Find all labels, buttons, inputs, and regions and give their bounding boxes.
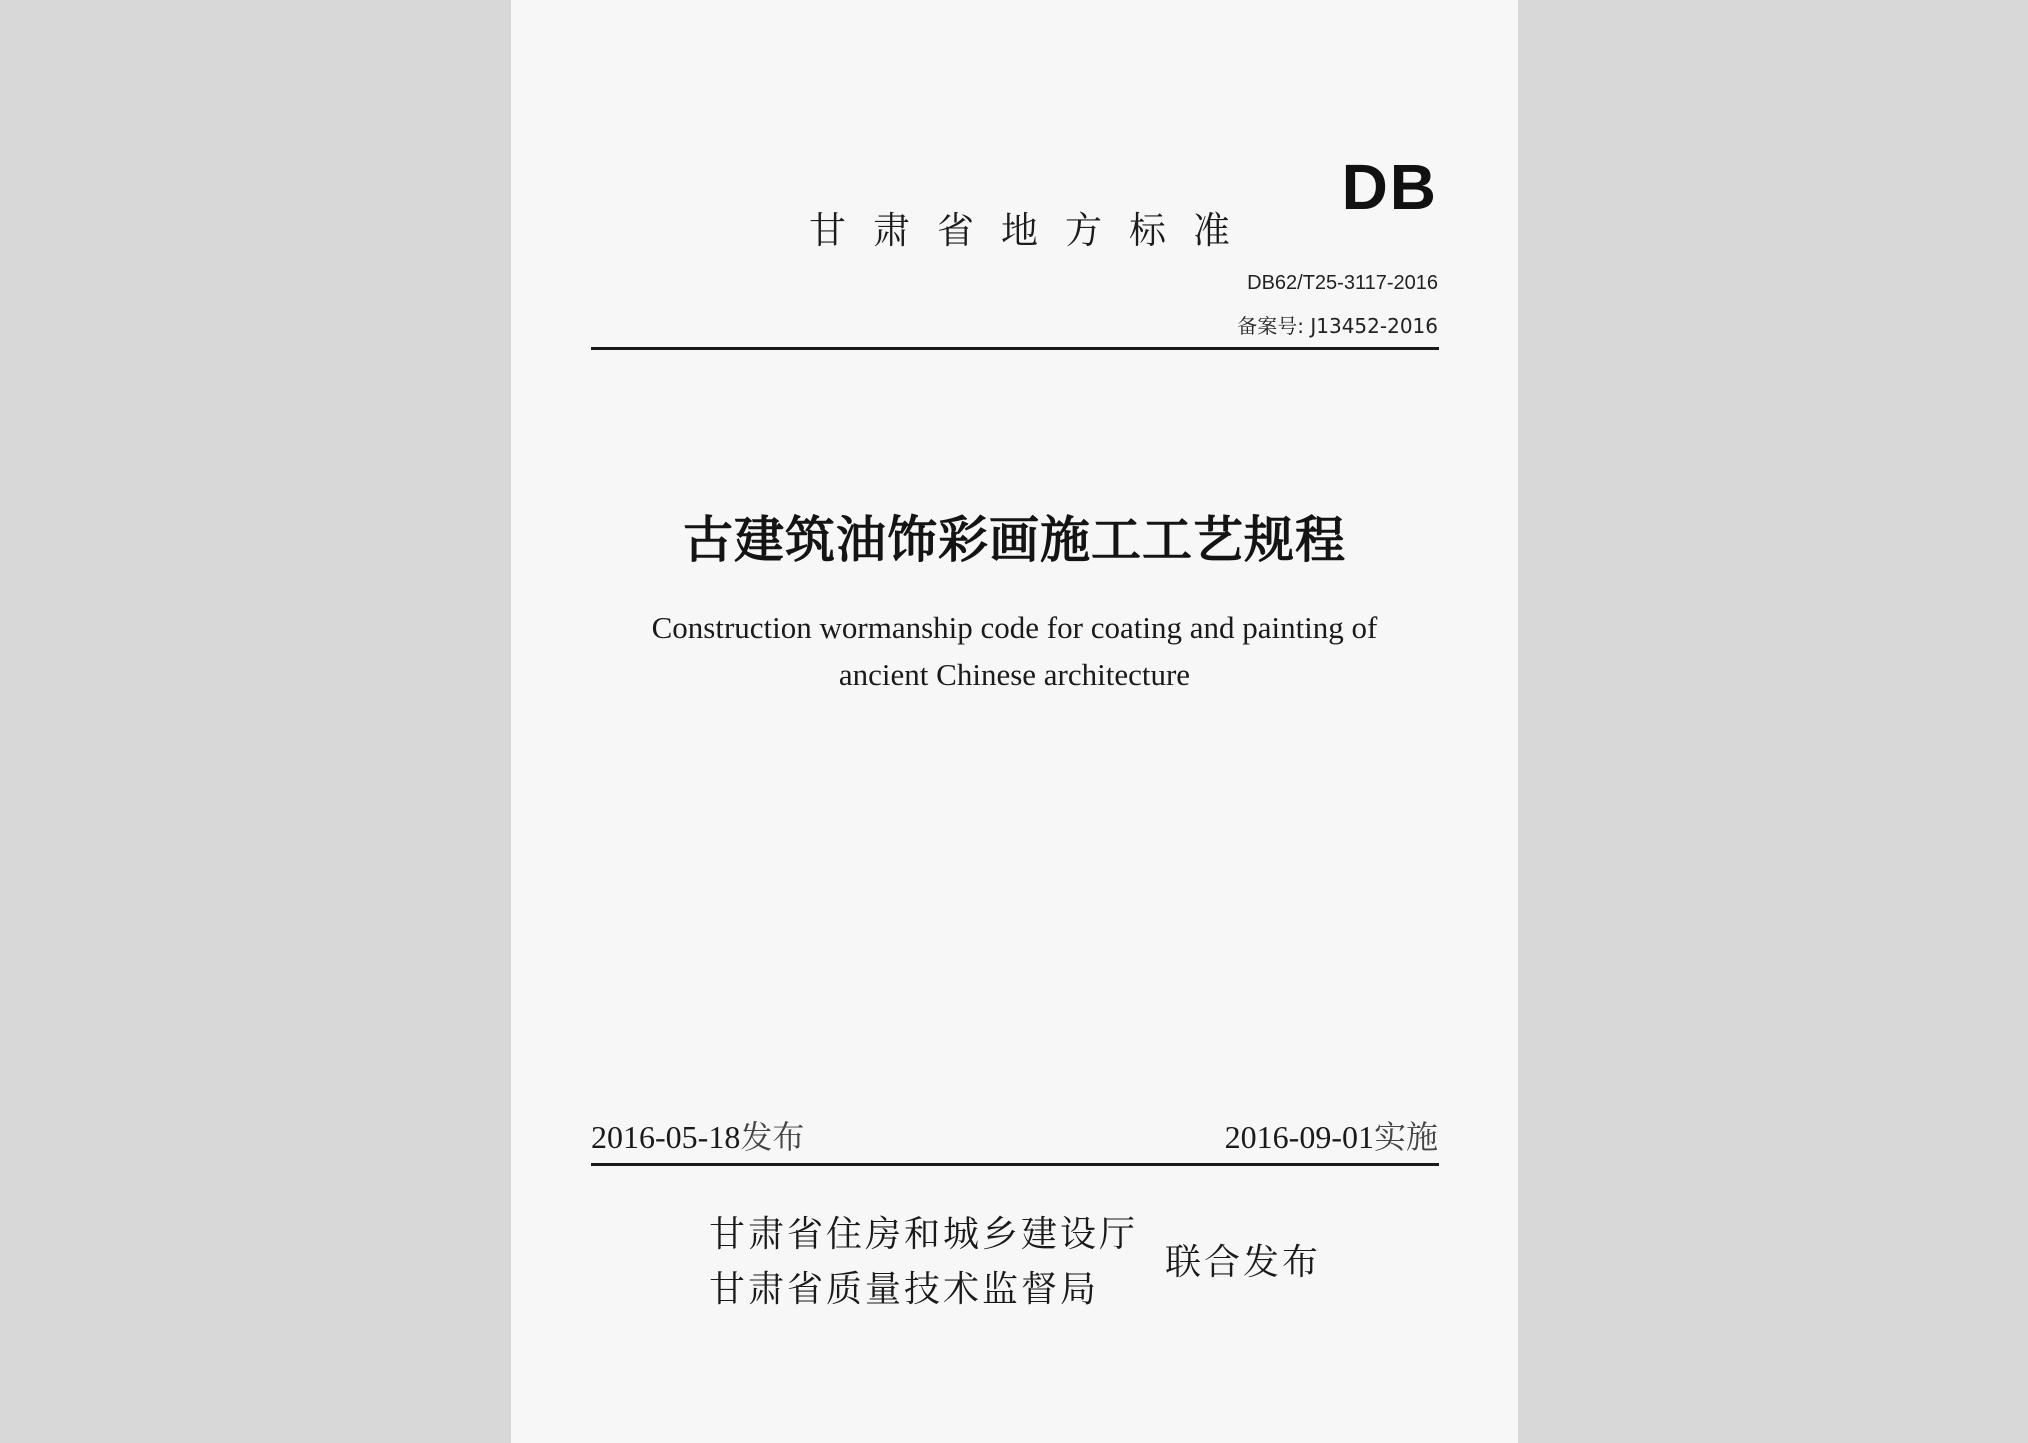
bottom-divider [591,1163,1439,1166]
standard-type: 甘肃省地方标准 [809,209,1257,252]
issue-date-label: 发布 [740,1118,805,1156]
issuer-housing-dept: 甘肃省住房和城乡建设厅 [709,1214,1139,1255]
title-chinese: 古建筑油饰彩画施工工艺规程 [683,510,1346,569]
joint-issue-label: 联合发布 [1165,1242,1322,1283]
implementation-date-label: 实施 [1373,1118,1438,1156]
issue-date [591,1112,804,1158]
standard-number: DB62/T25-3117-2016 [1247,272,1438,294]
filing-number: 备案号: J13452-2016 [1237,314,1438,338]
title-english-line2: ancient Chinese architecture [838,657,1191,692]
title-english-line1: Construction wormanship code for coating and painting of [651,610,1378,645]
implementation-date [1225,1112,1438,1158]
top-divider [591,347,1439,350]
document-page [511,0,1518,1443]
implementation-date-value: 2016-09-01 [1224,1119,1374,1155]
issuer-quality-bureau: 甘肃省质量技术监督局 [709,1269,1100,1310]
db-logo: DB [1341,151,1438,223]
title-english [511,604,1518,698]
issue-date-value: 2016-05-18 [591,1119,741,1155]
